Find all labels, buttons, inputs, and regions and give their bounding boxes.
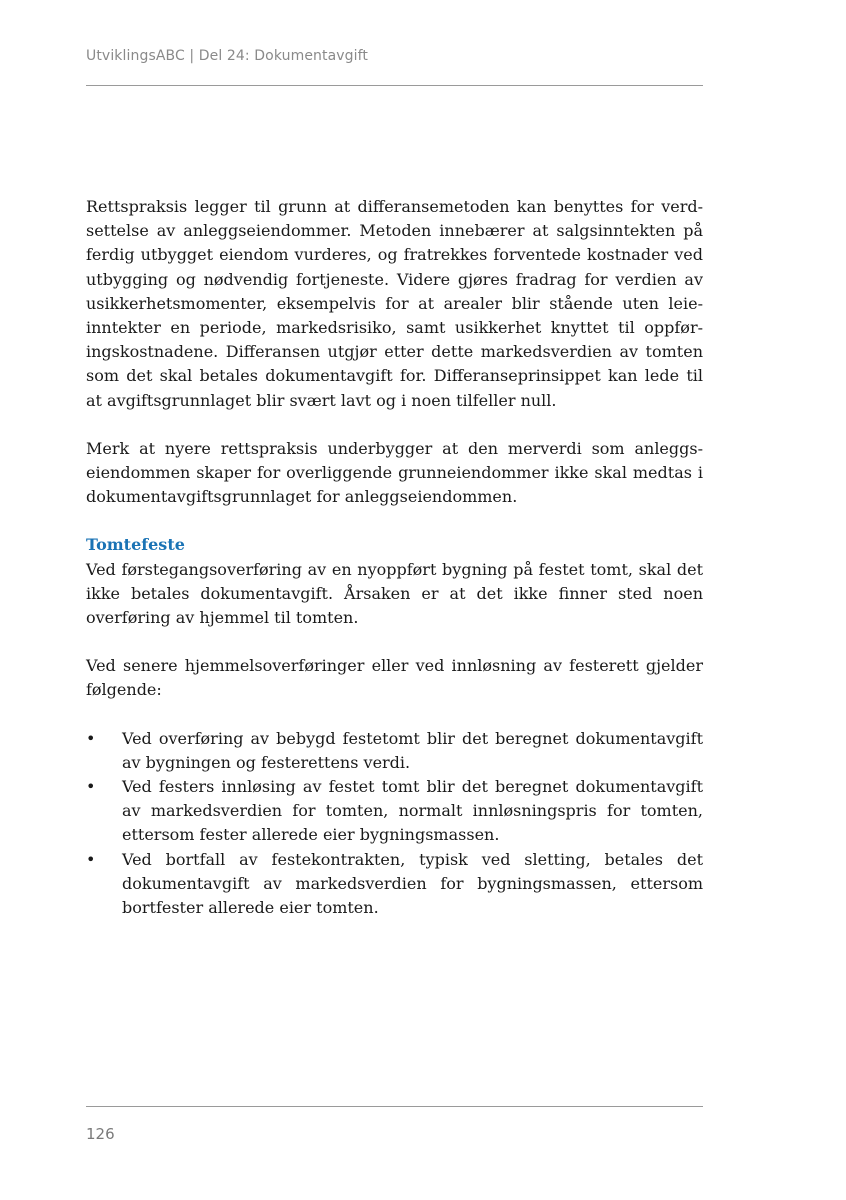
bullet-item xyxy=(86,848,703,921)
bullet-item xyxy=(86,775,703,848)
bullet-marker: • xyxy=(86,777,96,797)
section-heading: Tomtefeste xyxy=(86,535,185,555)
page-body xyxy=(86,195,703,920)
bullet-marker: • xyxy=(86,728,96,748)
bullet-text: Ved overføring av bebygd festetomt blir det beregnet dokumentavgift av bygningen og festerettens verdi. xyxy=(122,728,703,772)
header-divider xyxy=(86,85,703,86)
body-paragraph: Ved førstegangsoverføring av en nyoppført bygning på festet tomt, skal det ikke betales dokumentavgift. Årsaken er at det ikke finner sted noen overføring av hjemmel til tomten. xyxy=(86,559,703,628)
body-paragraph: Rettspraksis legger til grunn at differansemetoden kan benyttes for verdsettelse av anleggseiendommer. Metoden innebærer at salgsinntekten på ferdig utbygget eiendom vurderes, og fratrekkes forventede kostnader ved utbygging og nødvendig fortjeneste. Videre gjøres fradrag for verdien av usikkerhetsmomenter, eksempelvis for at arealer blir stående uten leieinntekter en periode, markedsrisiko, samt usikkerhet knyttet til oppføringskostnadene. Differansen utgjør etter dette markedsverdien av tomten som det skal betales dokumentavgift for. Differanseprinsippet kan lede til at avgiftsgrunnlaget blir svært lavt og i noen tilfeller null. xyxy=(86,197,703,410)
body-paragraph: Merk at nyere rettspraksis underbygger at den merverdi som anleggseiendommen skaper for overliggende grunneiendommer ikke skal medtas i dokumentavgiftsgrunnlaget for anleggseiendommen. xyxy=(86,438,703,507)
running-header: UtviklingsABC | Del 24: Dokumentavgift xyxy=(86,48,369,64)
bullet-text: Ved festers innløsing av festet tomt blir det beregnet dokumentavgift av markedsverdien for tomten, normalt innløsningspris for tomten, ettersom fester allerede eier bygningsmassen. xyxy=(122,777,703,845)
bullet-list xyxy=(86,727,703,921)
footer-divider xyxy=(86,1106,703,1107)
bullet-marker: • xyxy=(86,849,96,869)
bullet-text: Ved bortfall av festekontrakten, typisk ved sletting, betales det dokumentavgift av markedsverdien for bygningsmassen, ettersom bortfester allerede eier tomten. xyxy=(122,849,703,918)
page-number: 126 xyxy=(86,1125,115,1143)
bullet-item xyxy=(86,727,703,775)
body-paragraph: Ved senere hjemmelsoverføringer eller ved innløsning av festerett gjelder følgende: xyxy=(86,656,703,700)
